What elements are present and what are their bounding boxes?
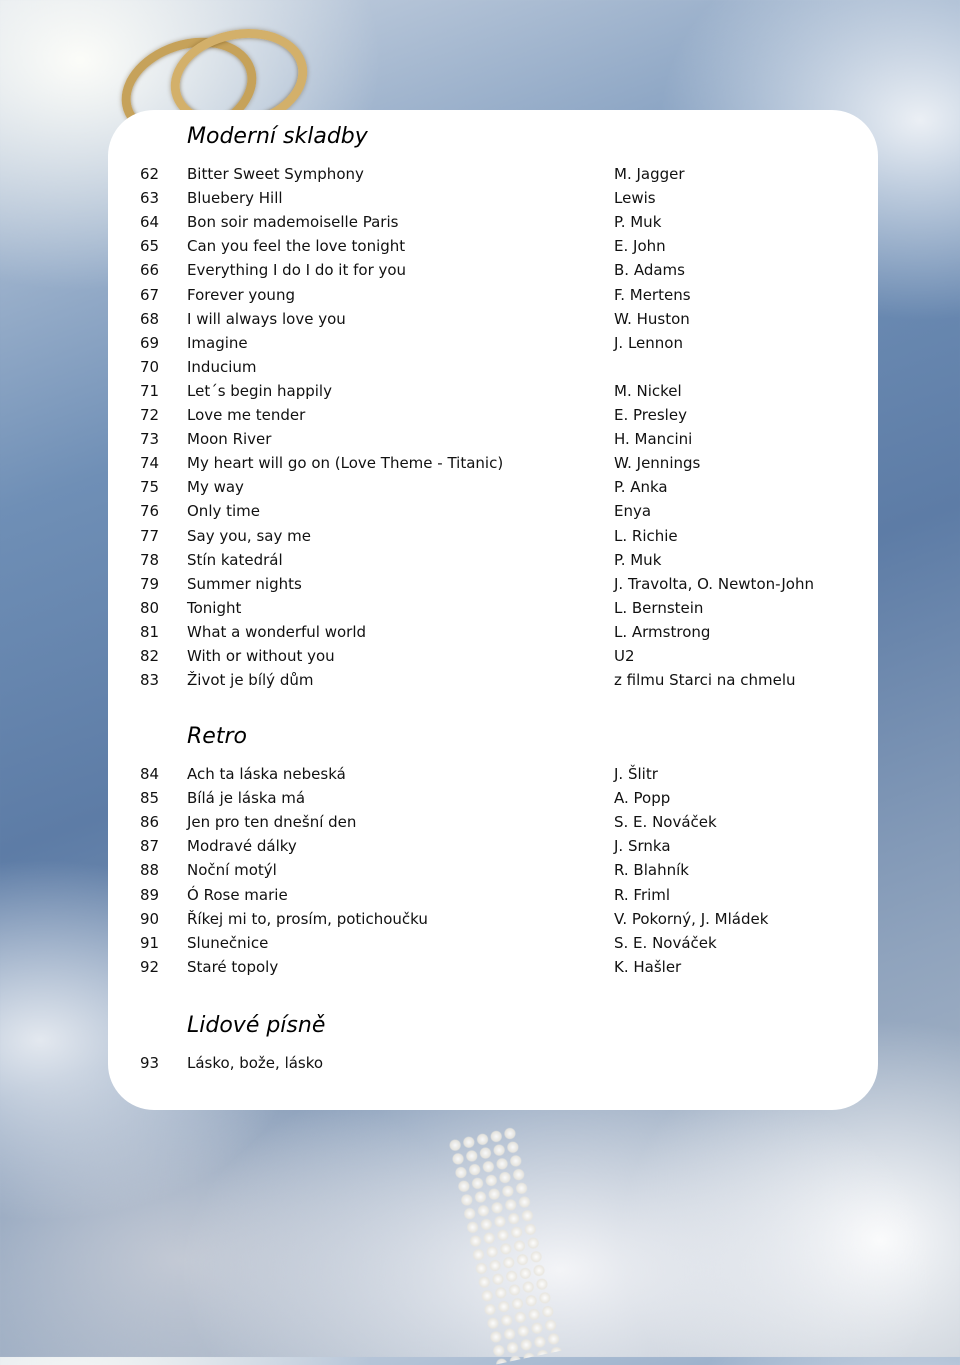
song-title: Can you feel the love tonight — [187, 237, 406, 256]
song-row — [108, 883, 878, 907]
song-author: W. Jennings — [614, 454, 701, 473]
song-author: L. Bernstein — [614, 598, 704, 617]
song-number: 84 — [140, 765, 160, 783]
song-title: Say you, say me — [187, 526, 311, 545]
song-row — [108, 931, 878, 955]
song-title: My heart will go on (Love Theme - Titanic) — [187, 454, 504, 473]
song-author: K. Hašler — [614, 957, 682, 976]
song-title: Moon River — [187, 430, 272, 449]
song-number: 64 — [140, 213, 160, 232]
song-author: L. Armstrong — [614, 622, 711, 641]
song-row — [108, 810, 878, 834]
song-number: 67 — [140, 285, 160, 304]
song-title: Modravé dálky — [187, 837, 297, 856]
song-author: J. Šlitr — [614, 765, 658, 783]
song-author: W. Huston — [614, 309, 690, 328]
song-number: 87 — [140, 837, 160, 856]
song-number: 91 — [140, 933, 160, 952]
song-number: 75 — [140, 478, 160, 497]
song-row — [108, 210, 878, 234]
song-author: R. Friml — [614, 885, 671, 904]
song-title: Summer nights — [187, 574, 302, 593]
song-author: J. Travolta, O. Newton-John — [614, 574, 814, 593]
song-author: M. Jagger — [614, 165, 685, 183]
song-row — [108, 786, 878, 810]
song-author: V. Pokorný, J. Mládek — [614, 909, 769, 928]
song-row — [108, 955, 878, 979]
song-row — [108, 379, 878, 403]
song-title: Život je bílý dům — [187, 671, 314, 690]
song-number: 92 — [140, 957, 160, 976]
song-number: 66 — [140, 261, 160, 280]
song-number: 70 — [140, 357, 160, 376]
song-row — [108, 572, 878, 596]
song-number: 72 — [140, 406, 160, 424]
song-title: Bílá je láska má — [187, 789, 306, 808]
song-row — [108, 355, 878, 379]
song-number: 71 — [140, 381, 160, 400]
song-row — [108, 834, 878, 858]
song-row — [108, 427, 878, 451]
song-author: P. Anka — [614, 478, 668, 497]
song-row — [108, 475, 878, 499]
song-number: 86 — [140, 813, 160, 832]
song-row — [108, 186, 878, 210]
song-row — [108, 499, 878, 523]
song-author: H. Mancini — [614, 430, 693, 449]
song-author: R. Blahník — [614, 861, 689, 880]
song-title: Slunečnice — [187, 933, 269, 952]
section-heading: Moderní skladby — [187, 124, 368, 149]
song-number: 73 — [140, 430, 160, 449]
song-row — [108, 620, 878, 644]
song-author: J. Srnka — [614, 837, 671, 856]
song-title: I will always love you — [187, 309, 346, 328]
song-title: Imagine — [187, 333, 248, 352]
song-title: Let´s begin happily — [187, 381, 332, 400]
song-author: P. Muk — [614, 550, 662, 569]
song-number: 83 — [140, 671, 160, 690]
song-author: S. E. Nováček — [614, 933, 717, 952]
song-row — [108, 283, 878, 307]
song-title: Love me tender — [187, 406, 306, 424]
song-author: M. Nickel — [614, 381, 682, 400]
song-row — [108, 307, 878, 331]
song-title: Stín katedrál — [187, 550, 283, 569]
song-row — [108, 644, 878, 668]
song-number: 89 — [140, 885, 160, 904]
song-title: Staré topoly — [187, 957, 279, 976]
song-title: Bluebery Hill — [187, 189, 283, 208]
song-number: 82 — [140, 647, 160, 665]
song-author: Lewis — [614, 189, 656, 208]
song-author: A. Popp — [614, 789, 671, 808]
song-row — [108, 596, 878, 620]
song-title: With or without you — [187, 647, 335, 665]
song-title: Říkej mi to, prosím, potichoučku — [187, 909, 428, 928]
song-row — [108, 1051, 878, 1075]
song-author: Enya — [614, 502, 652, 521]
song-row — [108, 524, 878, 548]
song-row — [108, 762, 878, 786]
song-number: 90 — [140, 909, 160, 928]
song-row — [108, 907, 878, 931]
song-author: z filmu Starci na chmelu — [614, 671, 796, 690]
section-heading: Retro — [187, 724, 247, 749]
song-row — [108, 548, 878, 572]
song-author: L. Richie — [614, 526, 678, 545]
song-title: Bon soir mademoiselle Paris — [187, 213, 399, 232]
song-author: J. Lennon — [614, 333, 683, 352]
song-number: 80 — [140, 598, 160, 617]
song-author: P. Muk — [614, 213, 662, 232]
song-number: 88 — [140, 861, 160, 880]
song-row — [108, 403, 878, 427]
song-author: S. E. Nováček — [614, 813, 717, 832]
song-number: 76 — [140, 502, 160, 521]
song-title: Tonight — [187, 598, 242, 617]
song-title: Noční motýl — [187, 861, 277, 880]
song-number: 79 — [140, 574, 160, 593]
song-number: 85 — [140, 789, 160, 808]
song-number: 62 — [140, 165, 160, 183]
song-number: 68 — [140, 309, 160, 328]
song-title: Only time — [187, 502, 261, 521]
song-title: Forever young — [187, 285, 295, 304]
song-title: Lásko, bože, lásko — [187, 1054, 324, 1072]
song-title: Bitter Sweet Symphony — [187, 165, 364, 183]
song-title: Jen pro ten dnešní den — [187, 813, 357, 832]
section-heading: Lidové písně — [187, 1013, 326, 1038]
pearl-necklace-decoration — [447, 1125, 563, 1365]
song-row — [108, 234, 878, 258]
song-number: 63 — [140, 189, 160, 208]
song-author: B. Adams — [614, 261, 685, 280]
song-list-card — [108, 110, 878, 1110]
song-title: Inducium — [187, 357, 257, 376]
song-number: 81 — [140, 622, 160, 641]
song-title: What a wonderful world — [187, 622, 367, 641]
song-title: Ach ta láska nebeská — [187, 765, 346, 783]
song-number: 78 — [140, 550, 160, 569]
song-row — [108, 258, 878, 282]
song-row — [108, 668, 878, 692]
song-number: 74 — [140, 454, 160, 473]
song-number: 65 — [140, 237, 160, 256]
song-row — [108, 451, 878, 475]
song-number: 93 — [140, 1054, 160, 1072]
song-number: 69 — [140, 333, 160, 352]
song-row — [108, 858, 878, 882]
song-row — [108, 331, 878, 355]
song-row — [108, 162, 878, 186]
song-number: 77 — [140, 526, 160, 545]
song-author: E. John — [614, 237, 666, 256]
song-title: Everything I do I do it for you — [187, 261, 407, 280]
song-author: U2 — [614, 647, 635, 665]
song-title: Ó Rose marie — [187, 885, 288, 904]
song-title: My way — [187, 478, 244, 497]
song-author: E. Presley — [614, 406, 687, 424]
song-author: F. Mertens — [614, 285, 691, 304]
